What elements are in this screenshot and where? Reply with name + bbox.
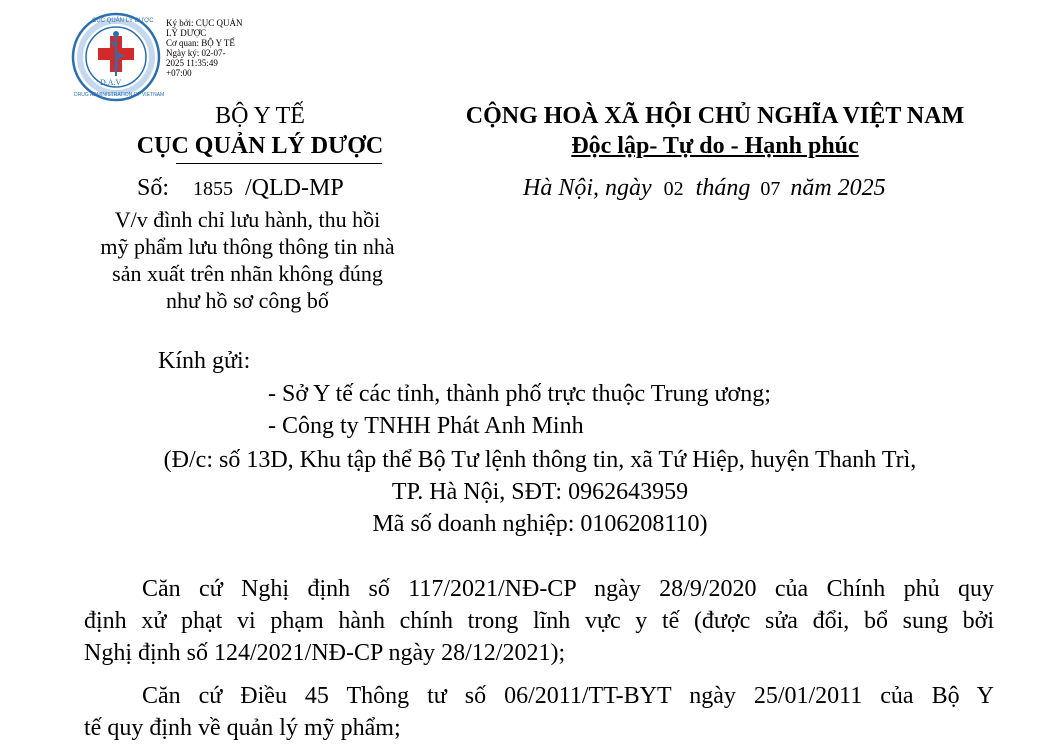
recipient-address: TP. Hà Nội, SĐT: 0962643959: [391, 479, 689, 505]
seal-ring-text-bottom: DRUG ADMINISTRATION OF VIETNAM: [74, 92, 165, 98]
motto: [430, 133, 1000, 160]
signature-line: Cơ quan: BỘ Y TẾ: [166, 38, 235, 48]
date-prefix: Hà Nội, ngày: [523, 175, 652, 201]
signature-line: Ký bởi: CỤC QUẢN: [166, 18, 243, 28]
seal-ring-text: CỤC QUẢN LÝ DƯỢC: [92, 18, 154, 24]
official-seal: [70, 12, 165, 102]
recipient-tax-code: Mã số doanh nghiệp: 0106208110): [372, 511, 708, 537]
recipient-address: (Đ/c: số 13D, Khu tập thể Bộ Tư lệnh thông tin, xã Tứ Hiệp, huyện Thanh Trì,: [163, 447, 917, 473]
paragraph-line: Căn cứ Điều 45 Thông tư số 06/2011/TT-BYT ngày 25/01/2011 của Bộ Y: [142, 683, 994, 709]
number-value: 1855: [193, 178, 234, 200]
signature-line: 2025 11:35:49: [166, 58, 218, 68]
motto-text: Độc lập- Tự do - Hạnh phúc: [571, 133, 859, 159]
paragraph-line: định xử phạt vi phạm hành chính trong lĩnh vực y tế (được sửa đổi, bổ sung bởi: [84, 608, 994, 634]
department-underline: [176, 163, 382, 164]
subject-line: sản xuất trên nhãn không đúng: [112, 261, 383, 286]
subject-line: như hồ sơ công bố: [166, 288, 329, 313]
recipient-item: - Công ty TNHH Phát Anh Minh: [268, 413, 584, 439]
date-day: 02: [663, 178, 684, 200]
subject-line: V/v đình chỉ lưu hành, thu hồi: [114, 207, 381, 232]
subject-line: mỹ phẩm lưu thông thông tin nhà: [100, 234, 395, 259]
paragraph-line: Căn cứ Nghị định số 117/2021/NĐ-CP ngày 28/9/2020 của Chính phủ quy: [142, 576, 994, 602]
document-number: [137, 175, 344, 202]
recipient-item: - Sở Y tế các tỉnh, thành phố trực thuộc Trung ương;: [268, 381, 771, 407]
paragraph-line: tế quy định về quản lý mỹ phẩm;: [84, 715, 401, 741]
country-name: CỘNG HOÀ XÃ HỘI CHỦ NGHĨA VIỆT NAM: [465, 103, 965, 129]
paragraph-line: Nghị định số 124/2021/NĐ-CP ngày 28/12/2021);: [84, 640, 566, 666]
ministry-name: BỘ Y TẾ: [215, 103, 305, 129]
signature-line: Ngày ký: 02-07-: [166, 48, 226, 58]
signature-line: +07:00: [166, 68, 192, 78]
greeting: Kính gửi:: [158, 348, 251, 374]
seal-emblem-icon: [70, 12, 165, 102]
legal-basis-paragraph: [84, 680, 994, 744]
issue-date: [523, 175, 886, 202]
date-month-label: tháng: [695, 175, 751, 201]
seal-abbreviation: D.A.V: [100, 78, 122, 87]
department-name-text: CỤC QUẢN LÝ DƯỢC: [136, 133, 384, 159]
document-subject: [70, 206, 425, 314]
signature-line: LÝ DƯỢC: [166, 28, 207, 38]
date-year: năm 2025: [790, 175, 886, 201]
digital-signature-info: [166, 18, 266, 78]
legal-basis-paragraph: [84, 573, 994, 669]
number-prefix: Số:: [137, 175, 170, 201]
number-suffix: /QLD-MP: [245, 175, 344, 201]
department-name: [80, 133, 440, 160]
date-month: 07: [760, 178, 781, 200]
